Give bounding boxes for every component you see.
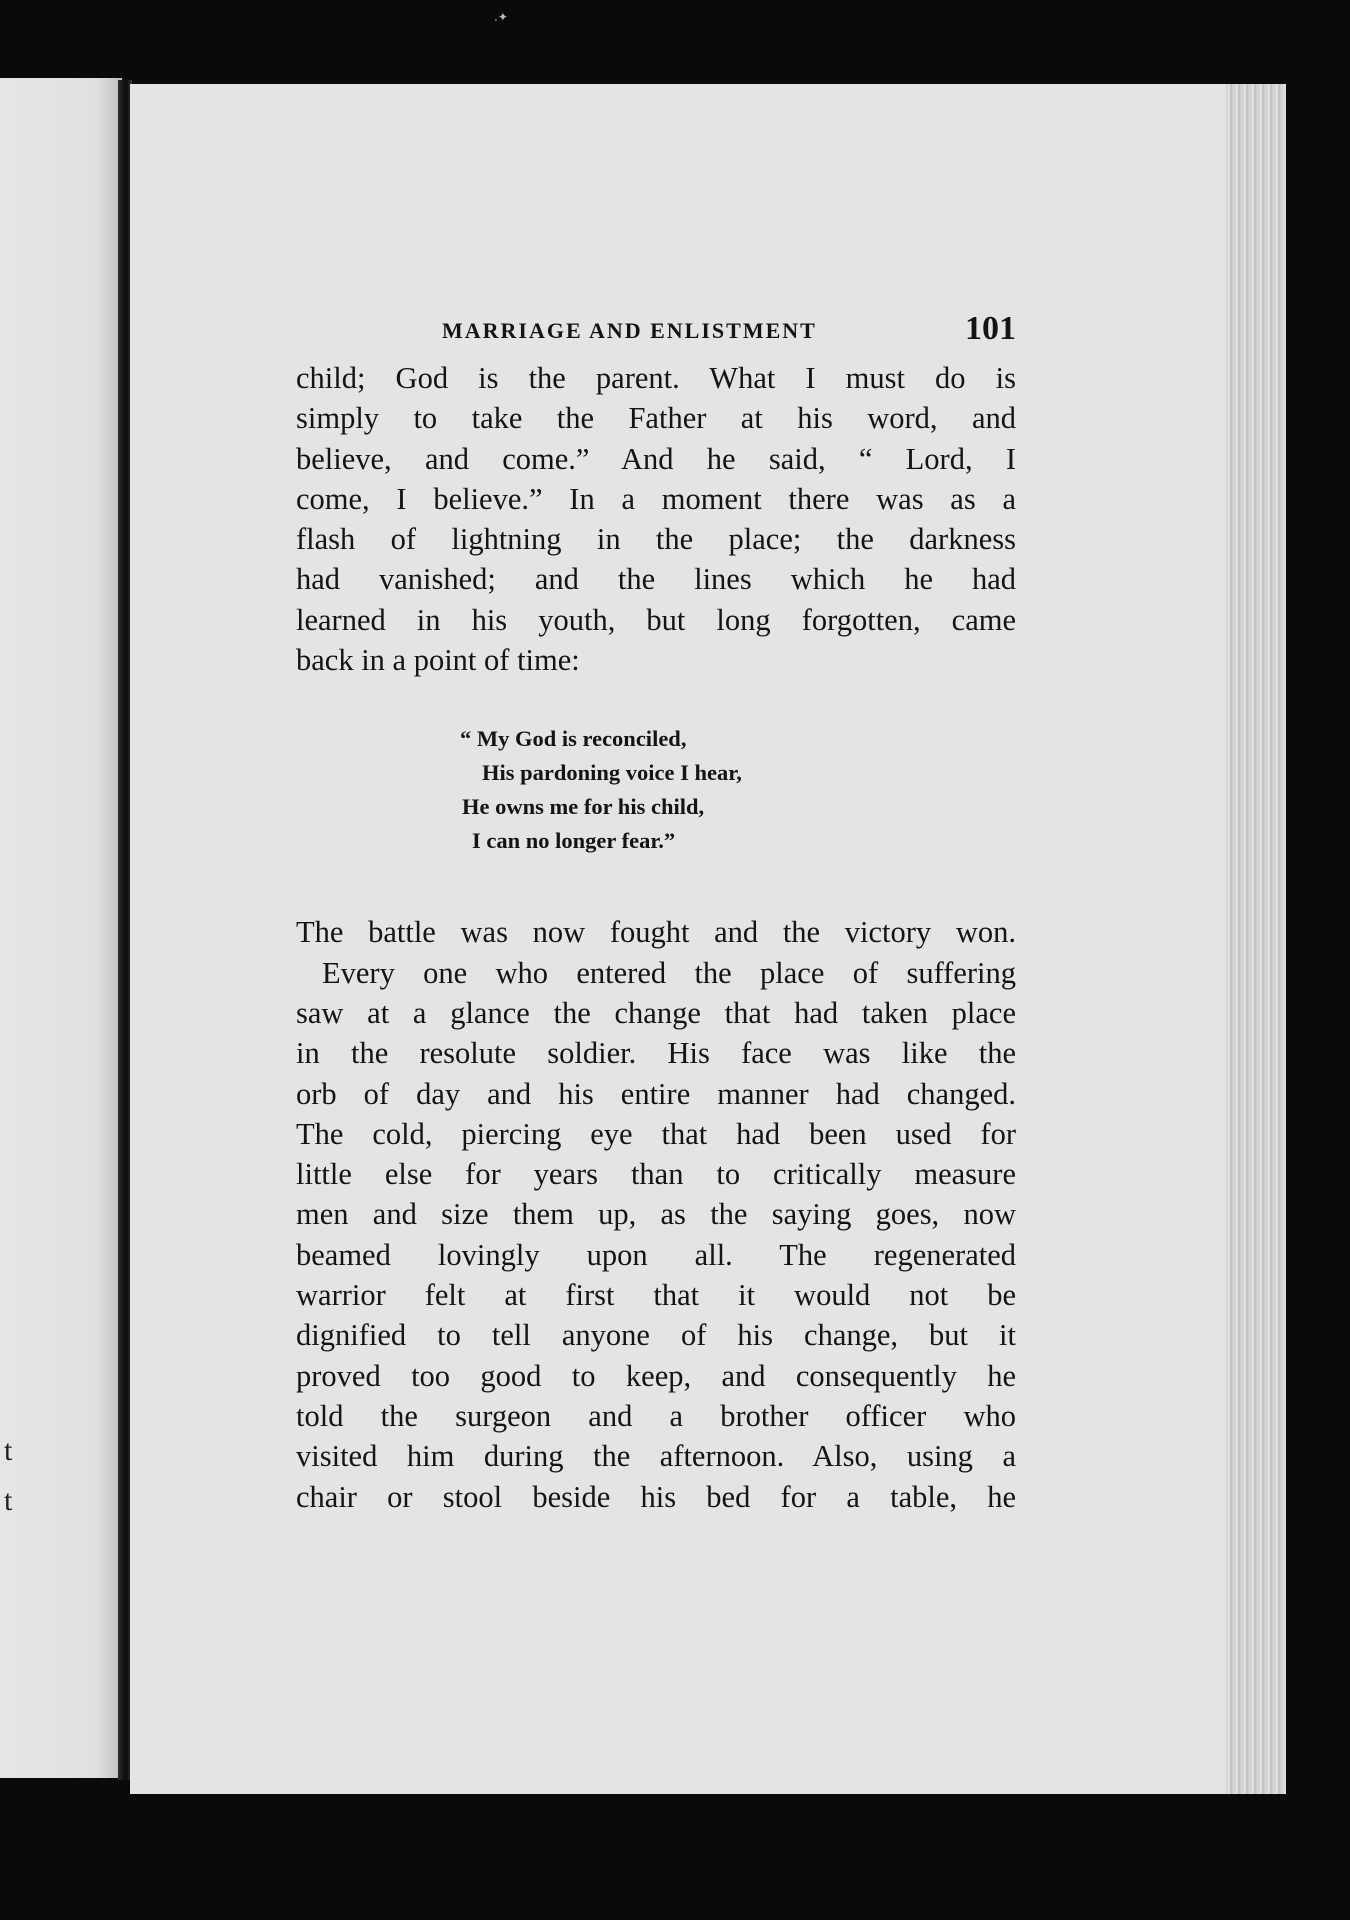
text-line: learned in his youth, but long forgotten, came (296, 602, 1016, 637)
poem-quote (444, 722, 1016, 858)
text-line: little else for years than to critically measure (296, 1157, 1016, 1192)
text-line: proved too good to keep, and consequently he (296, 1358, 1016, 1393)
page-text (296, 310, 1016, 1517)
text-line: chair or stool beside his bed for a table, he (296, 1479, 1016, 1514)
poem-line: I can no longer fear.” (472, 828, 676, 854)
text-line: believe, and come.” And he said, “ Lord, I (296, 441, 1016, 476)
facing-page-edge (0, 78, 122, 1778)
page-number: 101 (965, 310, 1016, 347)
text-line: The battle was now fought and the victory won. (296, 915, 1016, 950)
paragraph-1 (296, 358, 1016, 680)
text-line: in the resolute soldier. His face was like the (296, 1036, 1016, 1071)
text-line: had vanished; and the lines which he had (296, 562, 1016, 597)
text-line: flash of lightning in the place; the darkness (296, 522, 1016, 557)
text-line: The cold, piercing eye that had been used for (296, 1116, 1016, 1151)
text-line: told the surgeon and a brother officer who (296, 1398, 1016, 1433)
paragraph-3 (296, 953, 1016, 1517)
text-line: men and size them up, as the saying goes, now (296, 1197, 1016, 1232)
text-line: Every one who entered the place of suffering (322, 955, 1016, 990)
text-line: saw at a glance the change that had taken place (296, 995, 1016, 1030)
facing-page-fragment: t (4, 1484, 13, 1517)
text-line: beamed lovingly upon all. The regenerated (296, 1237, 1016, 1272)
facing-page-fragment: t (4, 1434, 13, 1467)
paragraph-2 (296, 912, 1016, 952)
text-line: simply to take the Father at his word, and (296, 401, 1016, 436)
text-line: back in a point of time: (296, 643, 580, 678)
poem-line: His pardoning voice I hear, (482, 760, 742, 786)
running-head (296, 310, 1016, 358)
scan-speck: .✦ (494, 10, 508, 24)
running-head-title: MARRIAGE AND ENLISTMENT (442, 318, 817, 343)
text-line: warrior felt at first that it would not be (296, 1278, 1016, 1313)
text-line: dignified to tell anyone of his change, but it (296, 1318, 1016, 1353)
text-line: visited him during the afternoon. Also, using a (296, 1439, 1016, 1474)
poem-line: He owns me for his child, (462, 794, 705, 820)
text-line: come, I believe.” In a moment there was as a (296, 481, 1016, 516)
text-line: orb of day and his entire manner had changed. (296, 1076, 1016, 1111)
page-edges (1226, 84, 1286, 1794)
text-line: child; God is the parent. What I must do is (296, 361, 1016, 395)
poem-line: “ My God is reconciled, (460, 726, 687, 752)
